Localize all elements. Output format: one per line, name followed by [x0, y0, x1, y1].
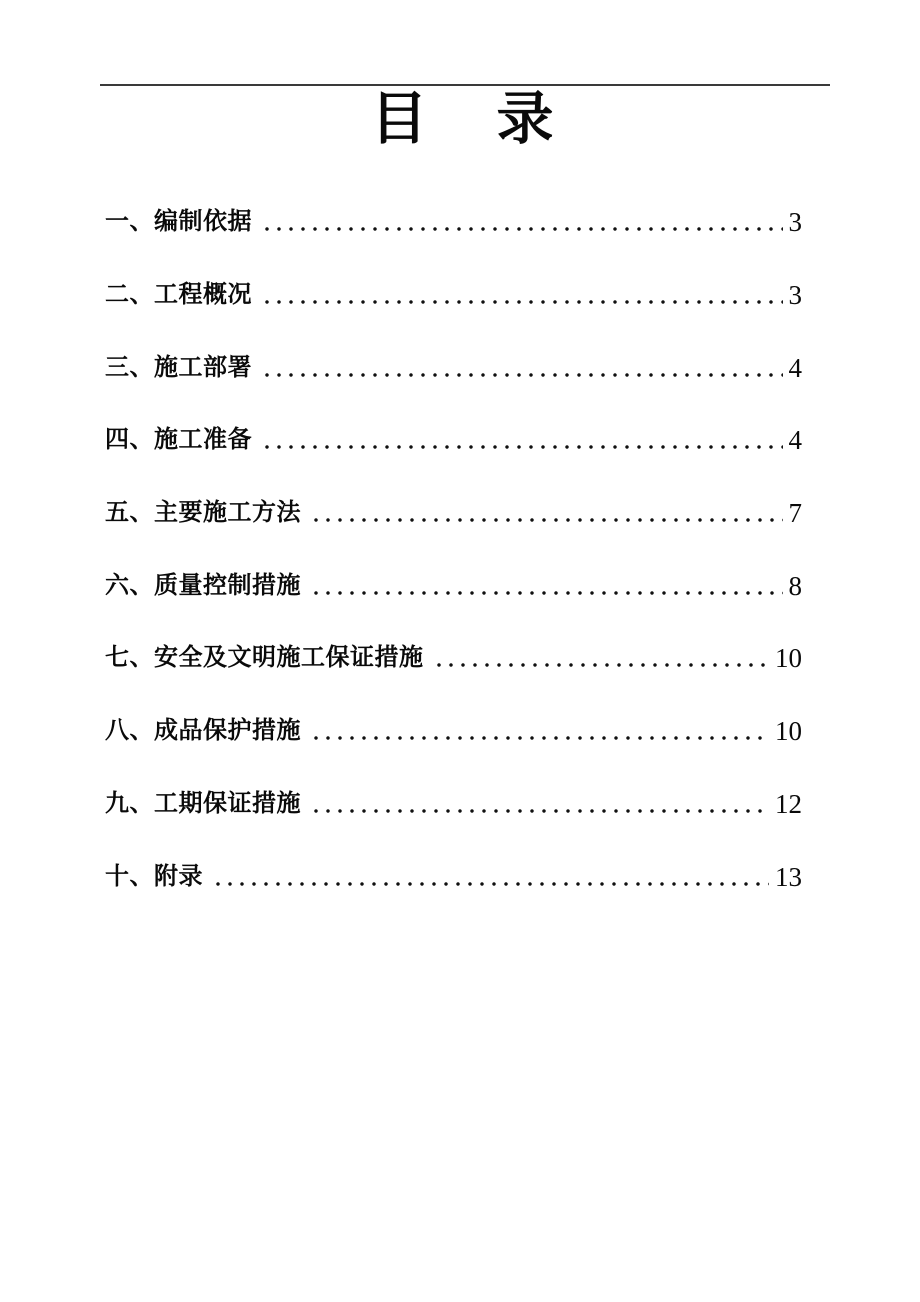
toc-entry-label: 五、主要施工方法: [105, 500, 301, 527]
toc-page-number: 8: [788, 570, 802, 601]
toc-page-number: 4: [788, 352, 802, 383]
toc-entry[interactable]: [105, 768, 802, 841]
toc-page-number: 13: [775, 861, 802, 892]
toc-page-number: 3: [788, 207, 802, 238]
toc-entry[interactable]: [105, 622, 802, 695]
toc-entry-label: 八、成品保护措施: [105, 718, 301, 745]
toc-page-number: 10: [775, 643, 802, 674]
toc-entry-label: 七、安全及文明施工保证措施: [105, 645, 424, 672]
toc-entry-label: 三、施工部署: [105, 354, 252, 381]
toc-dot-leader: [433, 645, 770, 671]
toc-entry-label: 四、施工准备: [105, 427, 252, 454]
toc-entry-label: 十、附录: [105, 863, 203, 890]
toc-page-number: 4: [788, 425, 802, 456]
toc-dot-leader: [261, 282, 783, 308]
page-title: 目 录: [370, 88, 560, 151]
toc-dot-leader: [310, 573, 783, 599]
toc-dot-leader: [212, 864, 769, 890]
toc-page-number: 7: [788, 498, 802, 529]
toc-dot-leader: [261, 209, 783, 235]
toc-entry-label: 九、工期保证措施: [105, 790, 301, 817]
toc-entry-label: 一、编制依据: [105, 209, 252, 236]
toc-dot-leader: [261, 355, 783, 381]
toc-dot-leader: [310, 500, 783, 526]
toc-entry[interactable]: [105, 840, 802, 913]
toc-entry-label: 六、质量控制措施: [105, 572, 301, 599]
toc-entry[interactable]: [105, 404, 802, 477]
toc-page-number: 3: [788, 280, 802, 311]
toc-entry[interactable]: [105, 695, 802, 768]
toc-entry-label: 二、工程概况: [105, 282, 252, 309]
toc-entry[interactable]: [105, 549, 802, 622]
toc-page-number: 12: [775, 788, 802, 819]
toc-dot-leader: [261, 427, 783, 453]
toc-dot-leader: [310, 718, 769, 744]
toc-entry[interactable]: [105, 477, 802, 550]
toc-list: [105, 186, 802, 913]
header-rule: [100, 84, 830, 86]
toc-entry[interactable]: [105, 331, 802, 404]
toc-entry[interactable]: [105, 259, 802, 332]
toc-dot-leader: [310, 791, 769, 817]
toc-page-number: 10: [775, 716, 802, 747]
toc-entry[interactable]: [105, 186, 802, 259]
